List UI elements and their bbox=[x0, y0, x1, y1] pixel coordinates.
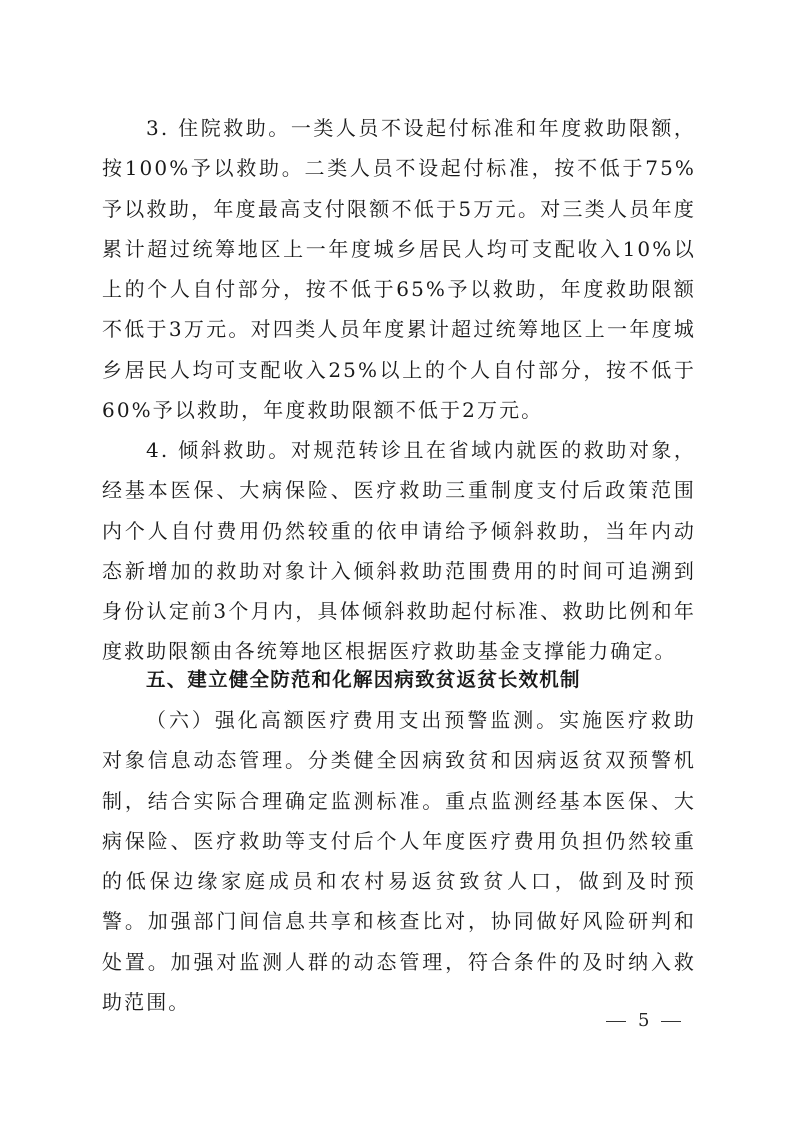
paragraph-hospitalization-assistance: 3. 住院救助。一类人员不设起付标准和年度救助限额，按100%予以救助。二类人员不设起付标准，按不低于75%予以救助，年度最高支付限额不低于5万元。对三类人员年度累计超过统筹地区上一年度城乡居民人均可支配收入10%以上的个人自付部分，按不低于65%予以救助，年度救助限额不低于3万元。对四类人员年度累计超过统筹地区上一年度城乡居民人均可支配收入25%以上的个人自付部分，按不低于60%予以救助，年度救助限额不低于2万元。 bbox=[102, 116, 696, 423]
paragraph-early-warning: （六）强化高额医疗费用支出预警监测。实施医疗救助对象信息动态管理。分类健全因病致贫和因病返贫双预警机制，结合实际合理确定监测标准。重点监测经基本医保、大病保险、医疗救助等支付后个人年度医疗费用负担仍然较重的低保边缘家庭成员和农村易返贫致贫人口，做到及时预警。加强部门间信息共享和核查比对，协同做好风险研判和处置。加强对监测人群的动态管理，符合条件的及时纳入救助范围。 bbox=[102, 708, 696, 1015]
paragraph-tilted-assistance: 4. 倾斜救助。对规范转诊且在省域内就医的救助对象，经基本医保、大病保险、医疗救助三重制度支付后政策范围内个人自付费用仍然较重的依申请给予倾斜救助，当年内动态新增加的救助对象计入倾斜救助范围费用的时间可追溯到身份认定前3个月内，具体倾斜救助起付标准、救助比例和年度救助限额由各统筹地区根据医疗救助基金支撑能力确定。 bbox=[102, 438, 696, 664]
footer-dash-left bbox=[606, 1021, 626, 1022]
page-number: 5 bbox=[638, 1010, 650, 1031]
page-footer bbox=[606, 1008, 681, 1034]
section-heading: 五、建立健全防范和化解因病致贫返贫长效机制 bbox=[146, 668, 581, 691]
footer-dash-right bbox=[661, 1021, 681, 1022]
